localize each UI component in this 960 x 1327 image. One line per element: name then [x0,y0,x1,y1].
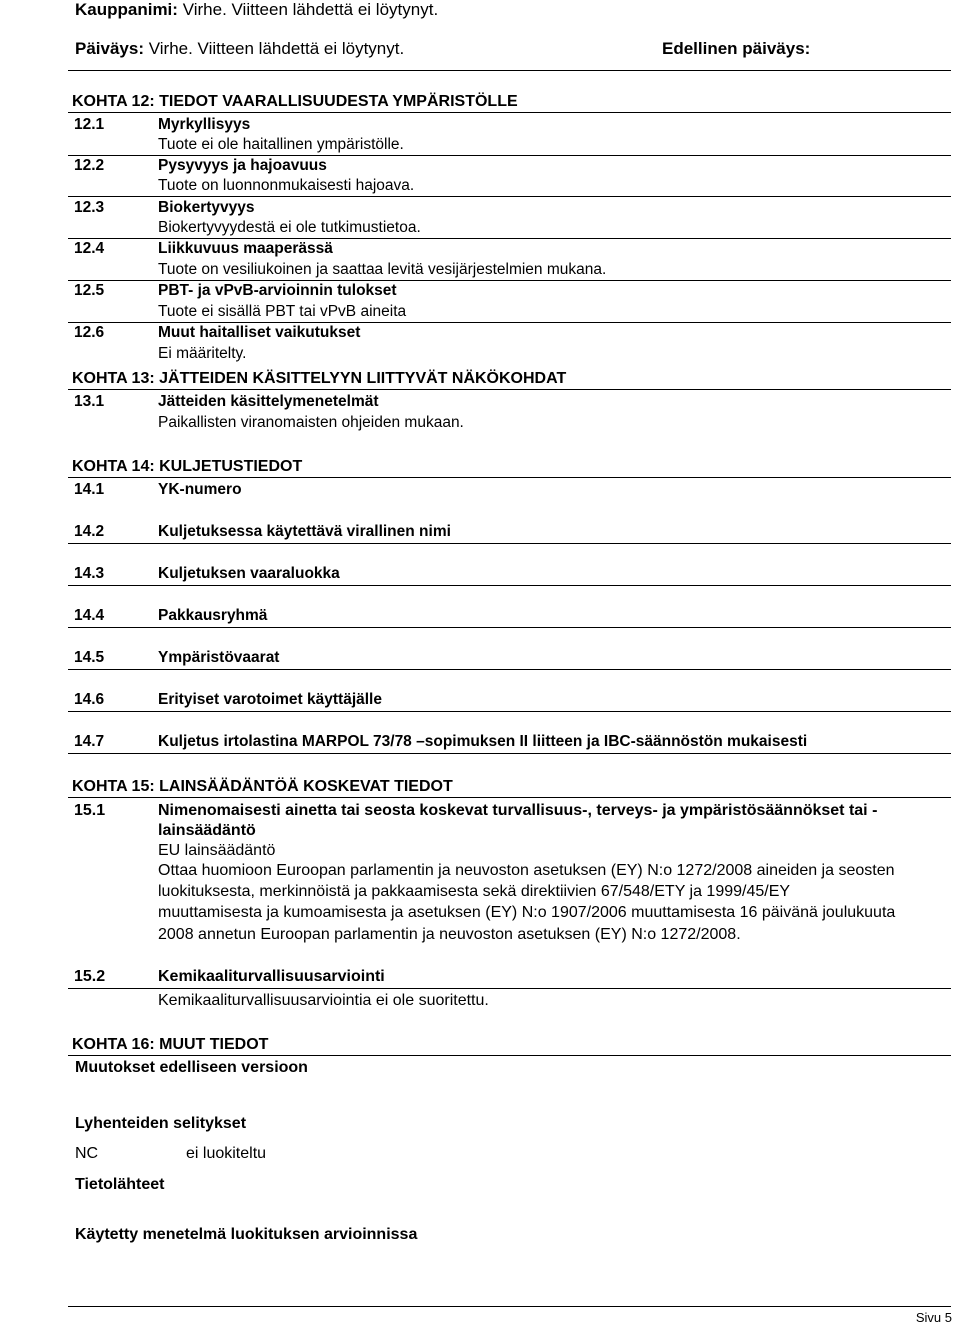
previous-date-label: Edellinen päiväys: [662,39,811,58]
item-number: 13.1 [74,393,105,410]
item-title: PBT- ja vPvB-arvioinnin tulokset [158,282,397,299]
divider [68,155,951,156]
trade-name-line [75,0,438,20]
divider [68,627,951,628]
item-number: 14.1 [74,481,105,498]
item-text: Tuote on vesiliukoinen ja saattaa levitä vesijärjestelmien mukana. [158,261,607,278]
item-title: Pysyvyys ja hajoavuus [158,157,327,174]
divider [68,753,951,754]
item-number: 14.2 [74,523,105,540]
section-16-title: KOHTA 16: MUUT TIEDOT [68,1035,951,1056]
divider [68,543,951,544]
divider [68,669,951,670]
abbreviation-code: NC [75,1145,99,1162]
item-title: Muut haitalliset vaikutukset [158,324,361,341]
item-title-line-1: Nimenomaisesti ainetta tai seosta koskevat turvallisuus-, terveys- ja ympäristösäännökset tai - [158,802,878,819]
divider [68,585,951,586]
footer-divider [68,1306,951,1307]
item-title: YK-numero [158,481,242,498]
item-text: Tuote ei sisällä PBT tai vPvB aineita [158,303,407,320]
item-text: Tuote ei ole haitallinen ympäristölle. [158,136,404,153]
item-title-line-2: lainsäädäntö [158,822,256,839]
item-title: Ympäristövaarat [158,649,280,666]
abbreviation-meaning: ei luokiteltu [186,1145,267,1162]
item-title: Liikkuvuus maaperässä [158,240,333,257]
item-text: Paikallisten viranomaisten ohjeiden mukaan. [158,414,464,431]
item-number: 14.7 [74,733,105,750]
eu-legislation-label: EU lainsäädäntö [158,842,276,859]
item-number: 12.2 [74,157,105,174]
legislation-line: Ottaa huomioon Euroopan parlamentin ja neuvoston asetuksen (EY) N:o 1272/2008 aineiden ja seosten [158,862,895,879]
abbreviations-label: Lyhenteiden selitykset [75,1115,247,1132]
section-12-title: KOHTA 12: TIEDOT VAARALLISUUDESTA YMPÄRISTÖLLE [68,92,951,113]
date-label: Päiväys: [75,39,144,58]
item-number: 14.4 [74,607,105,624]
page-number: Sivu 5 [915,1310,952,1325]
item-title: Kemikaaliturvallisuusarviointi [158,968,385,985]
divider [68,322,951,323]
item-text: Tuote on luonnonmukaisesti hajoava. [158,177,415,194]
sources-label: Tietolähteet [75,1176,165,1193]
section-14-title: KOHTA 14: KULJETUSTIEDOT [68,457,951,478]
item-text: Kemikaaliturvallisuusarviointia ei ole suoritettu. [158,992,489,1009]
date-value: Virhe. Viitteen lähdettä ei löytynyt. [148,39,405,58]
legislation-line: luokituksesta, merkinnöistä ja pakkaamisesta sekä direktiivien 67/548/ETY ja 1999/45/EY [158,883,791,900]
divider [68,196,951,197]
item-title: Jätteiden käsittelymenetelmät [158,393,379,410]
section-15-title: KOHTA 15: LAINSÄÄDÄNTÖÄ KOSKEVAT TIEDOT [68,777,951,798]
section-13-title: KOHTA 13: JÄTTEIDEN KÄSITTELYYN LIITTYVÄT NÄKÖKOHDAT [68,369,951,390]
item-number: 15.2 [74,968,106,985]
item-number: 12.4 [74,240,105,257]
item-title: Myrkyllisyys [158,116,251,133]
trade-name-label: Kauppanimi: [75,0,178,19]
item-number: 14.6 [74,691,105,708]
divider [68,988,951,989]
trade-name-value: Virhe. Viitteen lähdettä ei löytynyt. [182,0,439,19]
method-label: Käytetty menetelmä luokituksen arvioinnissa [75,1226,418,1243]
changes-label: Muutokset edelliseen versioon [75,1059,308,1076]
item-title: Kuljetuksessa käytettävä virallinen nimi [158,523,451,540]
item-text: Biokertyvyydestä ei ole tutkimustietoa. [158,219,421,236]
item-title: Erityiset varotoimet käyttäjälle [158,691,382,708]
date-line [75,39,404,59]
legislation-line: 2008 annetun Euroopan parlamentin ja neuvoston asetuksen (EY) N:o 1272/2008. [158,926,741,943]
item-title: Pakkausryhmä [158,607,268,624]
item-title: Biokertyvyys [158,199,255,216]
header-divider [68,70,951,71]
item-text: Ei määritelty. [158,345,247,362]
divider [68,711,951,712]
item-number: 12.1 [74,116,105,133]
item-number: 12.6 [74,324,105,341]
legislation-line: muuttamisesta ja kumoamisesta ja asetuksen (EY) N:o 1907/2006 muuttamisesta 16 päivänä joulukuuta [158,904,896,921]
item-number: 15.1 [74,802,106,819]
item-title: Kuljetus irtolastina MARPOL 73/78 –sopimuksen II liitteen ja IBC-säännöstön mukaisesti [158,733,808,750]
item-number: 12.5 [74,282,105,299]
divider [68,238,951,239]
item-title: Kuljetuksen vaaraluokka [158,565,340,582]
item-number: 12.3 [74,199,105,216]
divider [68,280,951,281]
item-number: 14.5 [74,649,105,666]
item-number: 14.3 [74,565,105,582]
